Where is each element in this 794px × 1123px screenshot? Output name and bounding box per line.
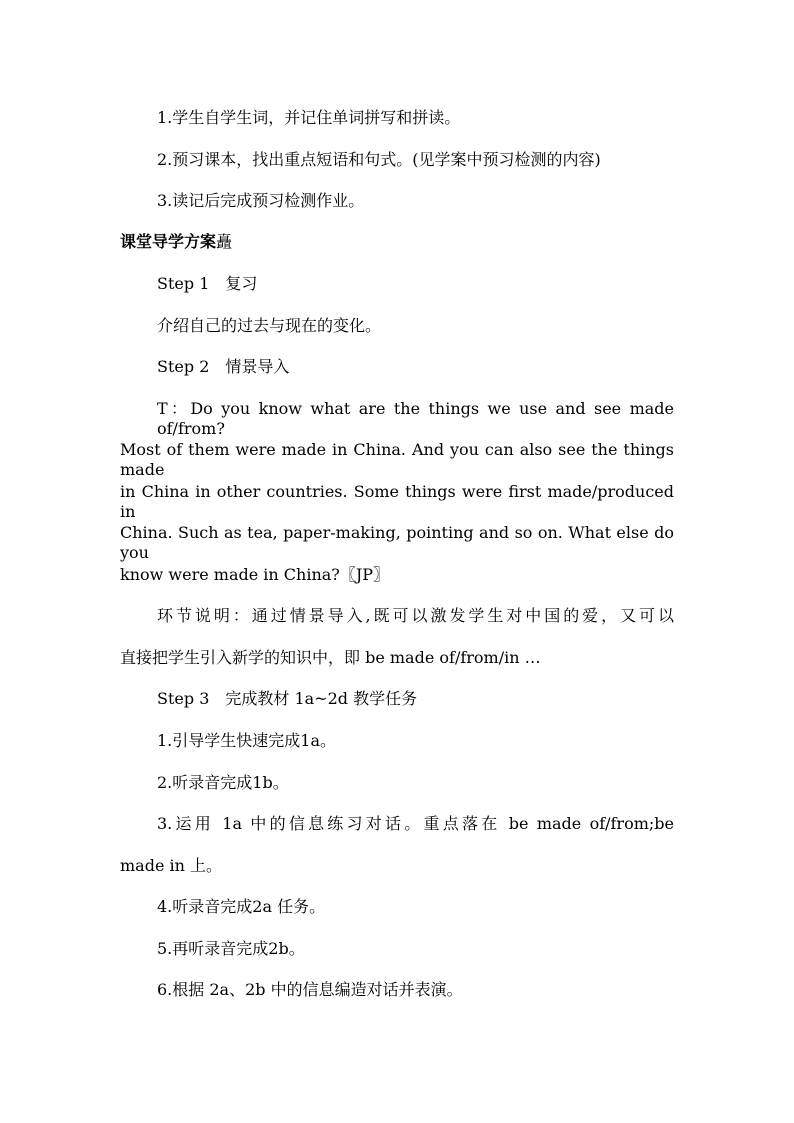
task-1: 1.引导学生快速完成1a。 [157, 731, 336, 750]
dialogue-line-4: China. Such as tea, paper-making, pointing and so on. What else do you [120, 523, 691, 562]
task-2: 2.听录音完成1b。 [157, 773, 289, 792]
task-3-continued: made in 上。 [120, 856, 223, 875]
task-6: 6.根据 2a、2b 中的信息编造对话并表演。 [157, 980, 463, 999]
prep-item-1: 1.学生自学生词，并记住单词拼写和拼读。 [157, 108, 461, 127]
step1-content: 介绍自己的过去与现在的变化。 [157, 316, 382, 335]
step2-label: Step 2 情景导入 [157, 357, 290, 376]
dialogue-line-3: in China in other countries. Some things were first made/produced in [120, 482, 674, 521]
note-line-2: 直接把学生引入新学的知识中，即 be made of/from/in … [120, 648, 541, 667]
note-line-1: 环节说明：通过情景导入,既可以激发学生对中国的爱，又可以 [157, 606, 674, 625]
step1-label: Step 1 复习 [157, 274, 258, 293]
task-4: 4.听录音完成2a 任务。 [157, 897, 326, 916]
task-5: 5.再听录音完成2b。 [157, 939, 305, 958]
dialogue-line-5: know were made in China?〖JP〗 [120, 565, 390, 584]
step3-label: Step 3 完成教材 1a~2d 教学任务 [157, 689, 418, 708]
dialogue-line-1: T：Do you know what are the things we use and see made of/from? [157, 399, 674, 438]
dialogue-line-2: Most of them were made in China. And you can also see the things made [120, 440, 674, 479]
prep-item-3: 3.读记后完成预习检测作业。 [157, 191, 365, 210]
section-title [120, 232, 232, 254]
section-title-glyph: 矗 [216, 232, 233, 251]
section-title-text: 课堂导学方案 [120, 232, 217, 251]
task-3: 3.运用 1a 中的信息练习对话。重点落在 be made of/from;be [157, 814, 674, 833]
prep-item-2: 2.预习课本，找出重点短语和句式。(见学案中预习检测的内容) [157, 150, 601, 169]
